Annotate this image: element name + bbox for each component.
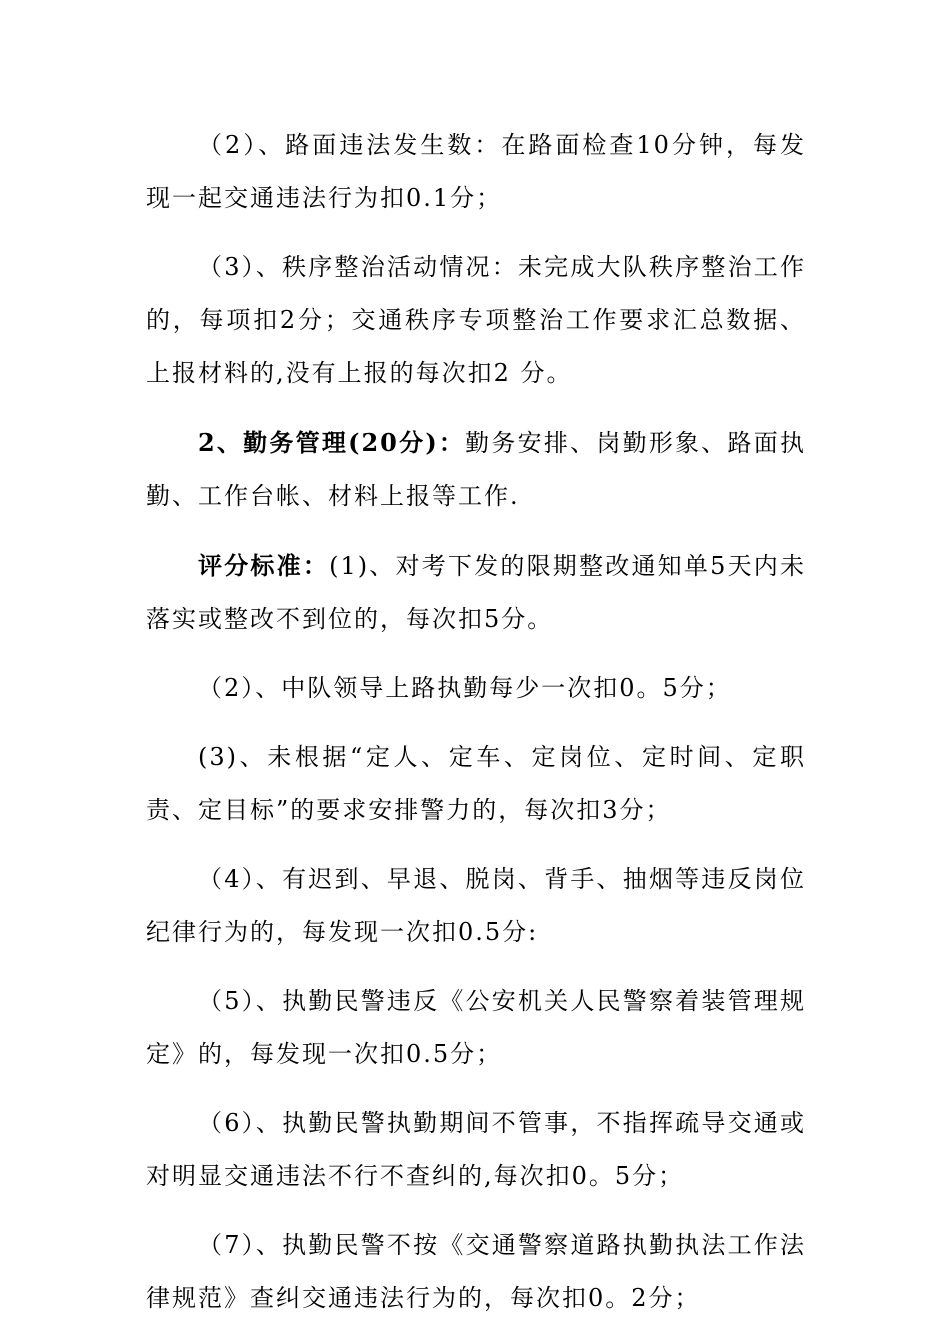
paragraph-traffic-guidance [146, 1097, 806, 1203]
paragraph-duty-management [146, 416, 806, 523]
paragraph-text: （2）、中队领导上路执勤每少一次扣0。5分； [198, 674, 732, 702]
paragraph-road-violations [146, 119, 806, 225]
paragraph-leader-duty [146, 662, 806, 715]
paragraph-police-deployment [146, 731, 806, 837]
scoring-heading: 评分标准： [198, 551, 330, 580]
paragraph-text: （2）、路面违法发生数：在路面检查10分钟，每发现一起交通违法行为扣0.1分； [146, 131, 806, 212]
paragraph-uniform-rules [146, 975, 806, 1081]
paragraph-post-discipline [146, 853, 806, 959]
paragraph-text: （4）、有迟到、早退、脱岗、背手、抽烟等违反岗位纪律行为的，每发现一次扣0.5分: [146, 865, 806, 946]
paragraph-text: (3)、未根据“定人、定车、定岗位、定时间、定职责、定目标”的要求安排警力的，每次扣3分； [146, 743, 806, 824]
paragraph-enforcement-norms [146, 1219, 806, 1325]
paragraph-text: （6）、执勤民警执勤期间不管事，不指挥疏导交通或对明显交通违法不行不查纠的,每次扣0。5分； [146, 1109, 806, 1190]
paragraph-text: (1)、对考下发的限期整改通知单5天内未落实或整改不到位的，每次扣5分。 [146, 552, 807, 633]
paragraph-scoring-criteria [146, 539, 806, 646]
document-body [146, 119, 806, 1341]
paragraph-text: （5）、执勤民警违反《公安机关人民警察着装管理规定》的，每发现一次扣0.5分； [146, 987, 806, 1068]
paragraph-text: 勤务安排、岗勤形象、路面执勤、工作台帐、材料上报等工作. [146, 429, 807, 510]
section-heading: 2、勤务管理(20分)： [198, 428, 466, 457]
paragraph-text: （3）、秩序整治活动情况：未完成大队秩序整治工作的，每项扣2分；交通秩序专项整治工作要求汇总数据、上报材料的,没有上报的每次扣2 分。 [146, 253, 806, 387]
paragraph-order-rectification [146, 241, 806, 400]
paragraph-text: （7）、执勤民警不按《交通警察道路执勤执法工作法律规范》查纠交通违法行为的，每次扣0。2分； [146, 1231, 806, 1312]
